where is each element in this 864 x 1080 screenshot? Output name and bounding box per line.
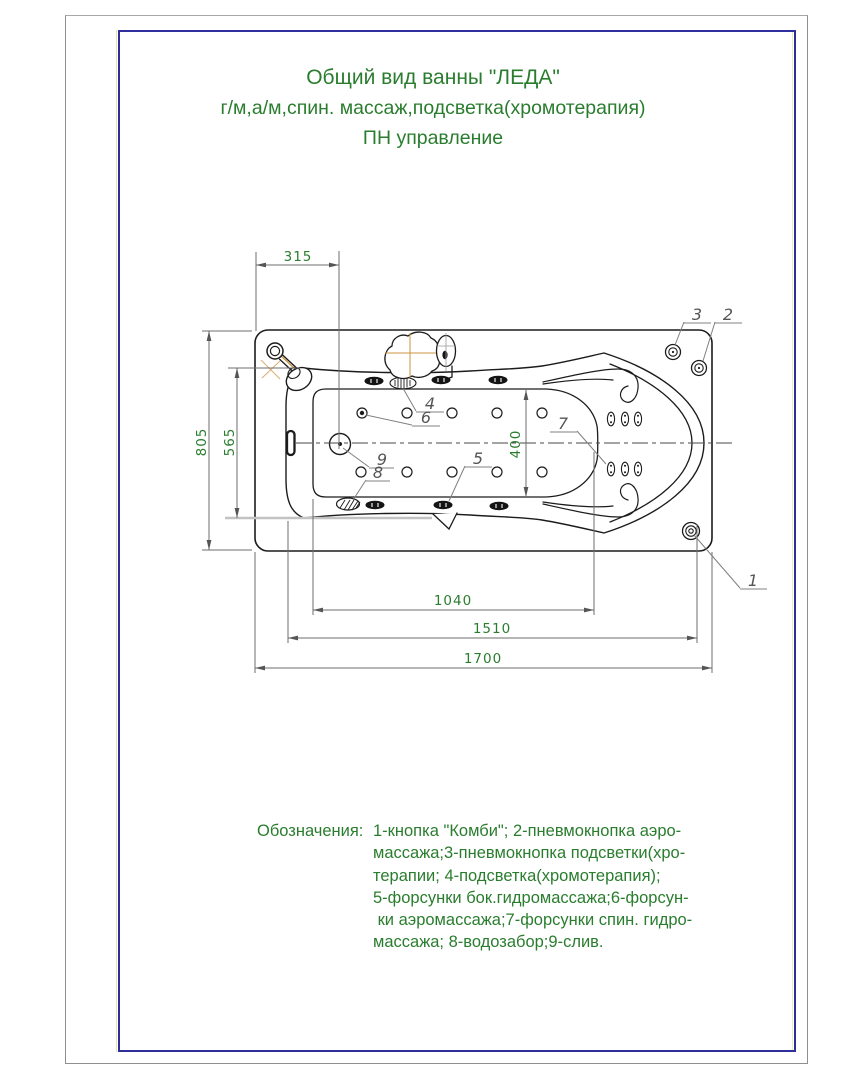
dim-1510: 1510 [472, 621, 512, 637]
legend-line-3: терапии; 4-подсветка(хромотерапия); [373, 866, 661, 885]
fitting-hole [442, 351, 447, 359]
dim-400: 400 [508, 429, 524, 459]
aero-button-symbol [692, 361, 707, 376]
title-line-3: ПН управление [362, 127, 504, 149]
dim-1700: 1700 [463, 651, 503, 667]
callout-7: 7 [557, 414, 569, 433]
legend-line-1: 1-кнопка "Комби"; 2-пневмокнопка аэро- [373, 822, 682, 840]
dim-315: 315 [283, 249, 313, 265]
light-button-symbol [666, 345, 681, 360]
callout-5: 5 [472, 449, 484, 468]
callout-4: 4 [424, 394, 436, 413]
callout-6: 6 [420, 408, 432, 427]
legend [257, 820, 692, 954]
legend-label: Обозначения: [257, 822, 364, 840]
callout-8: 8 [372, 463, 384, 482]
callout-1: 1 [747, 571, 759, 590]
water-intake-symbol [337, 498, 361, 510]
legend-line-2: массажа;3-пневмокнопка подсветки(хро- [373, 844, 686, 863]
legend-line-6: массажа; 8-водозабор;9-слив. [373, 933, 604, 952]
callout-9: 9 [376, 450, 388, 469]
dim-805: 805 [194, 427, 210, 457]
callout-3: 3 [691, 305, 703, 324]
title-line-1: Общий вид ванны "ЛЕДА" [306, 66, 560, 89]
title-line-2: г/м,а/м,спин. массаж,подсветка(хромотерапия) [220, 97, 646, 119]
dim-1040: 1040 [433, 593, 473, 609]
dim-565: 565 [222, 427, 238, 457]
legend-lines [373, 820, 692, 954]
callout-2: 2 [722, 305, 734, 324]
legend-line-5: ки аэромассажа;7-форсунки спин. гидро- [373, 911, 693, 930]
overflow-slot [287, 431, 295, 455]
legend-line-4: 5-форсунки бок.гидромассажа;6-форсун- [373, 888, 689, 907]
